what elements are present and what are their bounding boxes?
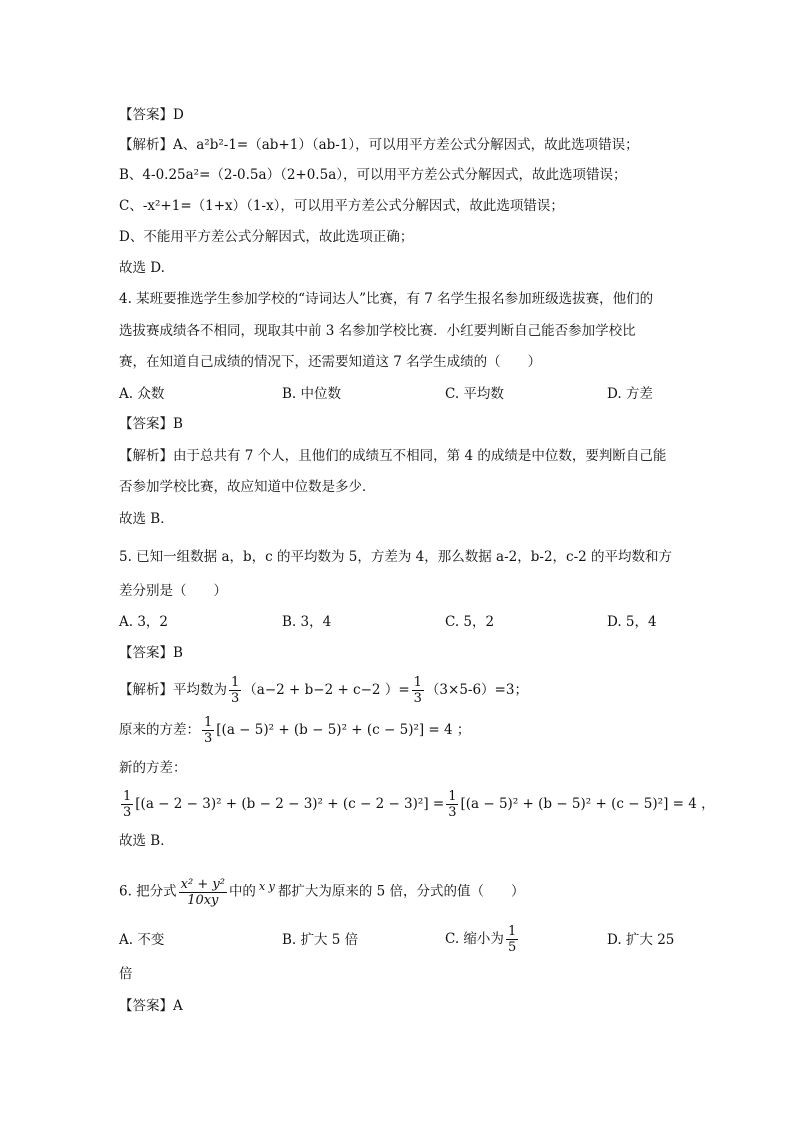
q5-new-var-label: 新的方差： (119, 760, 187, 776)
q5-frac-num-2: 1 (413, 675, 422, 690)
q4-analysis-1: 【解析】由于总共有 7 个人，且他们的成绩互不相同，第 4 的成绩是中位数，要判断自己能 (119, 448, 667, 464)
q4-stem-3: 赛，在知道自己成绩的情况下，还需要知道这 7 名学生成绩的（ ） (119, 354, 542, 370)
q6-option-b: B. 扩大 5 倍 (282, 932, 359, 948)
q5-new-frac-den-1: 3 (123, 805, 132, 820)
q6-option-a: A. 不变 (119, 932, 165, 948)
q5-conclusion: 故选 B． (119, 833, 174, 849)
q6-option-d: D. 扩大 25 (607, 932, 675, 948)
q5-orig-frac-den: 3 (204, 731, 213, 746)
q5-fraction-one-third-2 (412, 675, 424, 706)
q5-analysis-mid: （a−2 + b−2 + c−2 ）= (243, 682, 410, 698)
q3-analysis-a: 【解析】A、a²b²-1=（ab+1）（ab-1），可以用平方差公式分解因式，故此选项错误； (119, 137, 639, 153)
q3-analysis-d: D、不能用平方差公式分解因式，故此选项正确； (119, 229, 414, 245)
q5-new-frac-num-2: 1 (448, 789, 457, 804)
q5-frac-den: 3 (231, 691, 240, 706)
q5-new-var-fraction-2 (446, 789, 458, 820)
q5-option-a: A. 3，2 (119, 614, 169, 630)
q5-fraction-one-third (229, 675, 241, 706)
q6-opt-c-num: 1 (507, 924, 517, 939)
q6-option-c-label: C. 缩小为 (445, 931, 504, 947)
q6-stem-mid: 中的 (228, 883, 256, 900)
q6-frac-num: x² + y² (180, 876, 225, 892)
q5-analysis-prefix: 【解析】平均数为 (119, 682, 227, 698)
q6-stem (119, 868, 525, 911)
q5-new-frac-num-1: 1 (123, 789, 132, 804)
q4-answer: 【答案】B (119, 416, 183, 432)
q3-answer: 【答案】D (119, 107, 184, 123)
q6-frac-den: 10xy (187, 892, 219, 908)
q5-option-c: C. 5，2 (445, 614, 495, 630)
q5-frac-den-2: 3 (413, 691, 422, 706)
q5-answer: 【答案】B (119, 645, 183, 661)
q5-new-var-expr-1: [(a − 2 − 3)² + (b − 2 − 3)² + (c − 2 − 3)²] = (135, 796, 445, 812)
q6-opt-c-den: 5 (507, 940, 517, 955)
q5-stem-2: 差分别是（ ） (119, 583, 227, 599)
q5-orig-var-expr: [(a − 5)² + (b − 5)² + (c − 5)²] = 4 ； (216, 722, 471, 738)
q4-option-d: D. 方差 (607, 386, 653, 402)
q5-analysis-end: （3×5-6）=3； (425, 682, 528, 698)
q6-option-c-fraction (506, 924, 518, 955)
q5-option-d: D. 5，4 (607, 614, 657, 630)
q5-analysis-mean (119, 673, 528, 707)
q6-stem-end: 都扩大为原来的 5 倍，分式的值（ ） (277, 883, 525, 900)
q5-new-variance (119, 786, 715, 822)
q3-analysis-c: C、-x²+1=（1+x）（1-x），可以用平方差公式分解因式，故此选项错误； (119, 198, 564, 214)
q5-new-frac-den-2: 3 (448, 805, 457, 820)
q6-stem-prefix: 6. 把分式 (119, 883, 177, 900)
q3-conclusion: 故选 D. (119, 260, 165, 276)
q5-new-var-fraction-1 (121, 789, 133, 820)
q6-option-c (445, 920, 520, 958)
q5-stem-1: 5. 已知一组数据 a，b，c 的平均数为 5，方差为 4，那么数据 a-2，b-2，c-2 的平均数和方 (119, 549, 673, 565)
q5-orig-var-fraction (202, 715, 214, 746)
q4-option-c: C. 平均数 (445, 386, 504, 402)
q5-frac-num: 1 (231, 675, 240, 690)
q3-analysis-b: B、4-0.25a²=（2-0.5a）（2+0.5a），可以用平方差公式分解因式，故此选项错误； (119, 167, 627, 183)
q5-new-var-expr-2: [(a − 5)² + (b − 5)² + (c − 5)²] = 4 ， (460, 796, 715, 812)
q6-fraction (179, 877, 227, 908)
q4-analysis-2: 否参加学校比赛，故应知道中位数是多少． (119, 479, 376, 495)
q4-option-a: A. 众数 (119, 386, 165, 402)
q5-option-b: B. 3，4 (282, 614, 332, 630)
q4-option-b: B. 中位数 (282, 386, 342, 402)
q5-orig-frac-num: 1 (204, 715, 213, 730)
q4-stem-2: 选拔赛成绩各不相同，现取其中前 3 名参加学校比赛．小红要判断自己能否参加学校比 (119, 323, 636, 339)
q6-answer: 【答案】A (119, 998, 183, 1014)
q5-orig-var-label: 原来的方差： (119, 722, 200, 738)
q4-conclusion: 故选 B． (119, 511, 174, 527)
q5-original-variance (119, 713, 470, 747)
q4-stem-1: 4. 某班要推选学生参加学校的“诗词达人”比赛，有 7 名学生报名参加班级选拔赛，他们的 (119, 291, 654, 307)
q6-option-d-cont: 倍 (119, 966, 133, 982)
q6-vars: x y (258, 880, 275, 893)
